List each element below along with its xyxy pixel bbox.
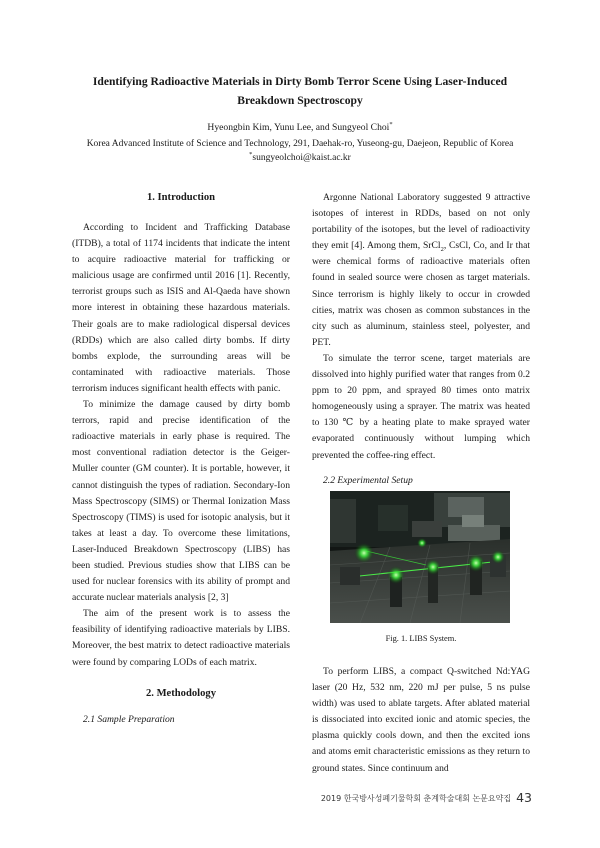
methodology-paragraph-2: To simulate the terror scene, target materials are dissolved into highly purified water that ranges from 0.2 ppm to 20 ppm, and sprayed 80 times onto matrix homogeneously using a sprayer. The matrix was heated to 130 ℃ by a heating plate to make sprayed water evaporated continuously without lumping which prevented the coffee-ring effect. — [312, 352, 530, 461]
methodology-paragraph-1: Argonne National Laboratory suggested 9 attractive isotopes of interest in RDDs, based on not only portability of the isotopes, but the level of radioactivity they emit [4]. Among them, SrCl$_2$, CsCl, Co, and Ir that were chemical forms of radioactive materials often found in sealed source were chosen as target materials. Since terrorism is highly likely to occur in crowded cities, matrix was chosen as common substances in the city such as aluminum, stainless steel, polyester, and PET. — [312, 192, 530, 348]
right-column-top — [312, 190, 530, 489]
section-heading-introduction: 1. Introduction — [146, 192, 216, 203]
libs-system-photo — [330, 491, 510, 623]
methodology-paragraph-3: To perform LIBS, a compact Q-switched Nd:YAG laser (20 Hz, 532 nm, 220 mJ per pulse, 5 ns pulse width) was used to ablate targets. After ablated material is dissociated into excited ionic and atomic species, the plasma quickly cools down, and then the excited ions and atoms emit characteristic emissions as they return to ground states. Since continuum and — [312, 666, 530, 774]
author-names: Hyeongbin Kim, Yunu Lee, and Sungyeol Choi — [207, 122, 390, 133]
left-column — [72, 190, 290, 728]
proceedings-name: 2019 한국방사성폐기물학회 춘계학술대회 논문요약집 — [320, 794, 512, 803]
email-address: sungyeolchoi@kaist.ac.kr — [252, 153, 351, 163]
page-footer — [320, 790, 532, 805]
title-line-1: Identifying Radioactive Materials in Dirty Bomb Terror Scene Using Laser-Induced — [92, 75, 508, 88]
section-heading-methodology: 2. Methodology — [145, 687, 217, 699]
right-column-bottom — [312, 664, 530, 777]
figure-caption: Fig. 1. LIBS System. — [385, 634, 457, 643]
subsection-sample-preparation: 2.1 Sample Preparation — [83, 713, 175, 725]
page-number: 43 — [516, 790, 532, 805]
email-mark: * — [249, 150, 253, 158]
affiliation: Korea Advanced Institute of Science and Technology, 291, Daehak-ro, Yuseong-gu, Daejeon, Republic of Korea — [86, 139, 514, 149]
corresponding-mark: * — [389, 120, 393, 128]
intro-paragraph-1: According to Incident and Trafficking Database (ITDB), a total of 1174 incidents that indicate the intent to acquire radioactive material for trafficking or malicious usage are confirmed until 2016 [1]. Recently, terrorist groups such as ISIS and Al-Qaeda have shown more interest in obtaining these hazardous materials. Their goals are to make radiological dispersal devices (RDDs) which are also called dirty bombs. If dirty bombs explode, the surrounding areas will be contaminated with radioactive materials. Those terrorism induces significant health effects with panic. — [72, 222, 290, 394]
intro-paragraph-2: To minimize the damage caused by dirty bomb terrors, rapid and precise identification of the radioactive materials in early phase is required. The most conventional radiation detector is the Geiger-Muller counter (GM counter). It is portable, however, it cannot distinguish the types of radiation. Secondary-Ion Mass Spectroscopy (SIMS) or Thermal Ionization Mass Spectroscopy (TIMS) is used for isotopic analysis, but it takes at least a day. To overcome these limitations, Laser-Induced Breakdown Spectroscopy (LIBS) has been studied. Previous studies show that LIBS can be used for nuclear forensics with its ability of prompt and accurate nuclear materials analysis [2, 3] — [72, 399, 290, 604]
subsection-experimental-setup: 2.2 Experimental Setup — [323, 474, 413, 486]
author-list — [40, 121, 560, 135]
paper-title — [60, 72, 540, 110]
intro-paragraph-3: The aim of the present work is to assess the feasibility of identifying radioactive materials by LIBS. Moreover, the best matrix to detect radioactive materials were found by comparing LODs of each matrix. — [72, 608, 290, 668]
title-line-2: Breakdown Spectroscopy — [237, 94, 363, 107]
corresponding-email — [40, 151, 560, 165]
